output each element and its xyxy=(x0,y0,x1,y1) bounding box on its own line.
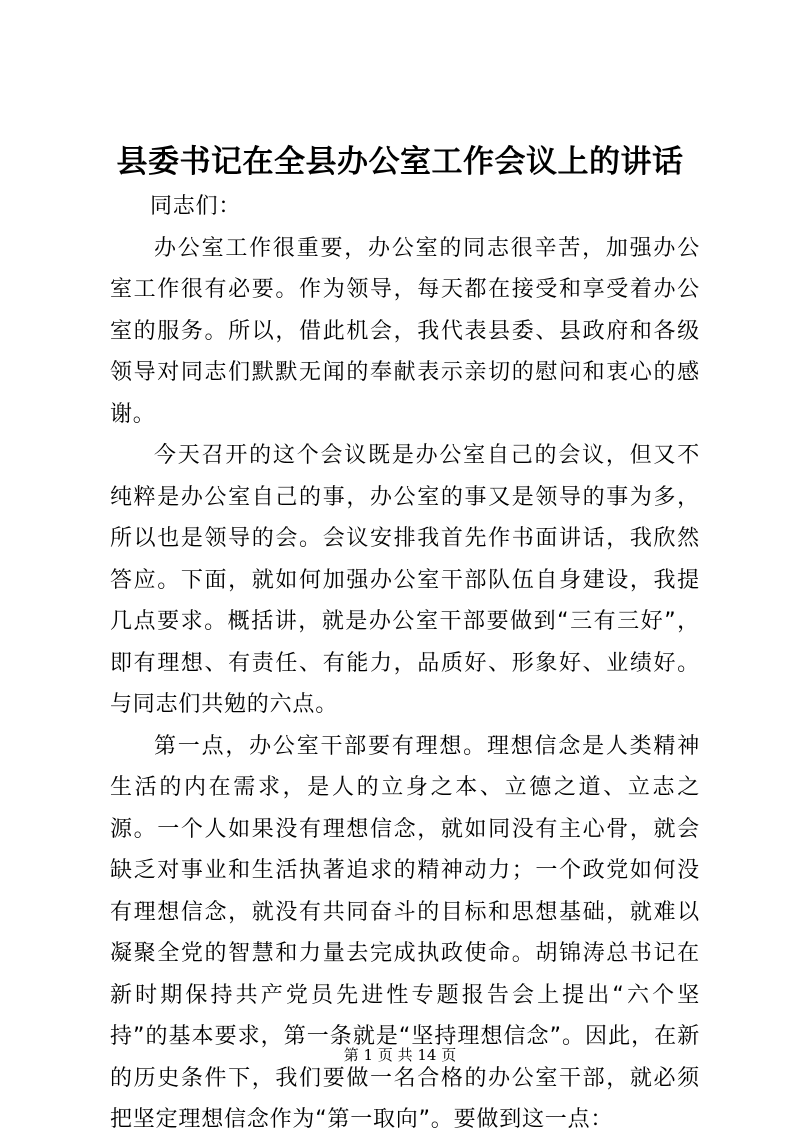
page-number-footer: 第 1 页 共 14 页 xyxy=(343,1046,457,1064)
paragraph-3: 第一点，办公室干部要有理想。理想信念是人类精神生活的内在需求，是人的立身之本、立德之道、立志之源。一个人如果没有理想信念，就如同没有主心骨，就会缺乏对事业和生活执著追求的精神动力；一个政党如何没有理想信念，就没有共同奋斗的目标和思想基础，就难以凝聚全党的智慧和力量去完成执政使命。胡锦涛总书记在新时期保持共产党员先进性专题报告会上提出“六个坚持”的基本要求，第一条就是“坚持理想信念”。因此，在新的历史条件下，我们要做一名合格的办公室干部，就必须把坚定理想信念作为“第一取向”。要做到这一点： xyxy=(110,733,700,1132)
salutation: 同志们： xyxy=(150,194,242,219)
document-title: 县委书记在全县办公室工作会议上的讲话 xyxy=(116,144,684,180)
paragraph-2: 今天召开的这个会议既是办公室自己的会议，但又不纯粹是办公室自己的事，办公室的事又是领导的事为多，所以也是领导的会。会议安排我首先作书面讲话，我欣然答应。下面，就如何加强办公室干部队伍自身建设，我提几点要求。概括讲，就是办公室干部要做到“三有三好”，即有理想、有责任、有能力，品质好、形象好、业绩好。与同志们共勉的六点。 xyxy=(110,443,700,717)
paragraph-1: 办公室工作很重要，办公室的同志很辛苦，加强办公室工作很有必要。作为领导，每天都在接受和享受着办公室的服务。所以，借此机会，我代表县委、县政府和各级领导对同志们默默无闻的奉献表示亲切的慰问和衷心的感谢。 xyxy=(110,235,700,427)
document-body xyxy=(110,186,700,1141)
